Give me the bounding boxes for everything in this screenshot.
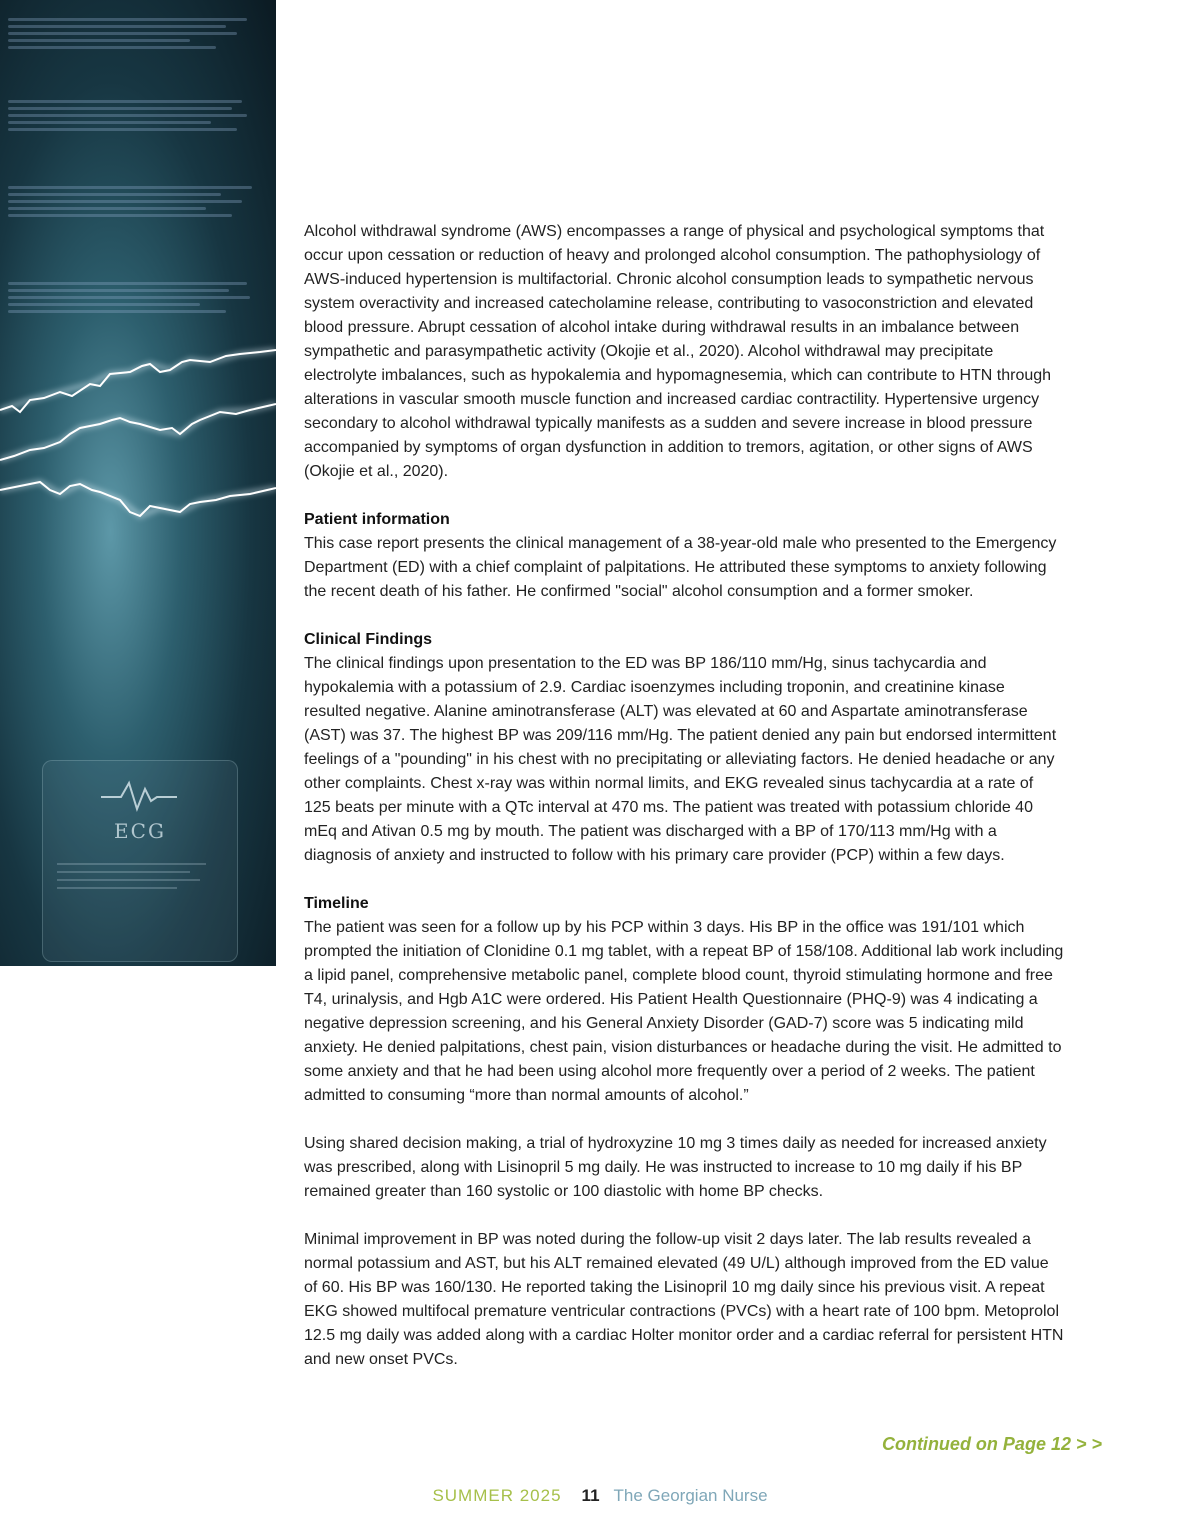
footer-season: SUMMER 2025: [432, 1486, 562, 1505]
page-number: 11: [581, 1486, 600, 1505]
ecg-card: [42, 760, 238, 962]
timeline-paragraph: Minimal improvement in BP was noted during the follow-up visit 2 days later. The lab results revealed a normal potassium and AST, but his ALT remained elevated (49 U/L) although improved from the ED value of 60. His BP was 160/130. He reported taking the Lisinopril 10 mg daily since his previous visit. A repeat EKG showed multifocal premature ventricular contractions (PVCs) with a heart rate of 100 bpm. Metoprolol 12.5 mg daily was added along with a cardiac Holter monitor order and a cardiac referral for persistent HTN and new onset PVCs.: [304, 1231, 1064, 1368]
timeline-paragraph: The patient was seen for a follow up by his PCP within 3 days. His BP in the office was 191/101 which prompted the initiation of Clonidine 0.1 mg tablet, with a repeat BP of 158/108. Additional lab work including a lipid panel, comprehensive metabolic panel, complete blood count, thyroid stimulating hormone and free T4, urinalysis, and Hgb A1C were ordered. His Patient Health Questionnaire (PHQ-9) was 4 indicating a negative depression screening, and his General Anxiety Disorder (GAD-7) score was 5 indicating mild anxiety. He denied palpitations, chest pain, vision disturbances or headache during the visit. He admitted to some anxiety and that he had been using alcohol more frequently over a period of 2 weeks. The patient admitted to consuming “more than normal amounts of alcohol.”: [304, 919, 1064, 1104]
ecg-label: ECG: [114, 819, 166, 843]
code-text-decoration: [8, 182, 268, 221]
section-heading-patient-information: Patient information: [304, 511, 450, 528]
timeline-paragraph: Using shared decision making, a trial of hydroxyzine 10 mg 3 times daily as needed for increased anxiety was prescribed, along with Lisinopril 5 mg daily. He was instructed to increase to 10 mg daily if his BP remained greater than 160 systolic or 100 diastolic with home BP checks.: [304, 1135, 1047, 1200]
page-footer: [0, 1486, 1200, 1506]
heartbeat-icon: [101, 779, 177, 813]
code-text-decoration: [8, 96, 268, 135]
decorative-ecg-image: [0, 0, 276, 966]
magazine-title: The Georgian Nurse: [613, 1486, 768, 1505]
section-heading-clinical-findings: Clinical Findings: [304, 631, 433, 648]
intro-paragraph: Alcohol withdrawal syndrome (AWS) encompasses a range of physical and psychological symptoms that occur upon cessation or reduction of heavy and prolonged alcohol consumption. The pathophysiology of AWS-induced hypertension is multifactorial. Chronic alcohol consumption leads to sympathetic nervous system overactivity and increased catecholamine release, contributing to vasoconstriction and elevated blood pressure. Abrupt cessation of alcohol intake during withdrawal results in an imbalance between sympathetic and parasympathetic activity (Okojie et al., 2020). Alcohol withdrawal may precipitate electrolyte imbalances, such as hypokalemia and hypomagnesemia, which can contribute to HTN through alterations in vascular smooth muscle function and increased cardiac contractility. Hypertensive urgency secondary to alcohol withdrawal typically manifests as a sudden and severe increase in blood pressure accompanied by symptoms of organ dysfunction in addition to tremors, agitation, or other signs of AWS (Okojie et al., 2020).: [304, 223, 1052, 480]
fine-print-decoration: [57, 857, 223, 895]
code-text-decoration: [8, 14, 268, 53]
article-body: [304, 220, 1064, 1396]
clinical-findings-paragraph: The clinical findings upon presentation to the ED was BP 186/110 mm/Hg, sinus tachycardia and hypokalemia with a potassium of 2.9. Cardiac isoenzymes including troponin, and creatinine kinase resulted negative. Alanine aminotransferase (ALT) was elevated at 60 and Aspartate aminotransferase (AST) was 37. The highest BP was 209/116 mm/Hg. The patient denied any pain but endorsed intermittent feelings of a "pounding" in his chest with no precipitating or alleviating factors. He denied headache or any other complaints. Chest x-ray was within normal limits, and EKG revealed sinus tachycardia at a rate of 125 beats per minute with a QTc interval at 470 ms. The patient was treated with potassium chloride 40 mEq and Ativan 0.5 mg by mouth. The patient was discharged with a BP of 170/113 mm/Hg with a diagnosis of anxiety and instructed to follow with his primary care provider (PCP) within a few days.: [304, 655, 1057, 864]
patient-information-paragraph: This case report presents the clinical management of a 38-year-old male who presented to the Emergency Department (ED) with a chief complaint of palpitations. He attributed these symptoms to anxiety following the recent death of his father. He confirmed "social" alcohol consumption and a former smoker.: [304, 535, 1057, 600]
continued-link[interactable]: Continued on Page 12 > >: [881, 1434, 1102, 1454]
section-heading-timeline: Timeline: [304, 895, 369, 912]
